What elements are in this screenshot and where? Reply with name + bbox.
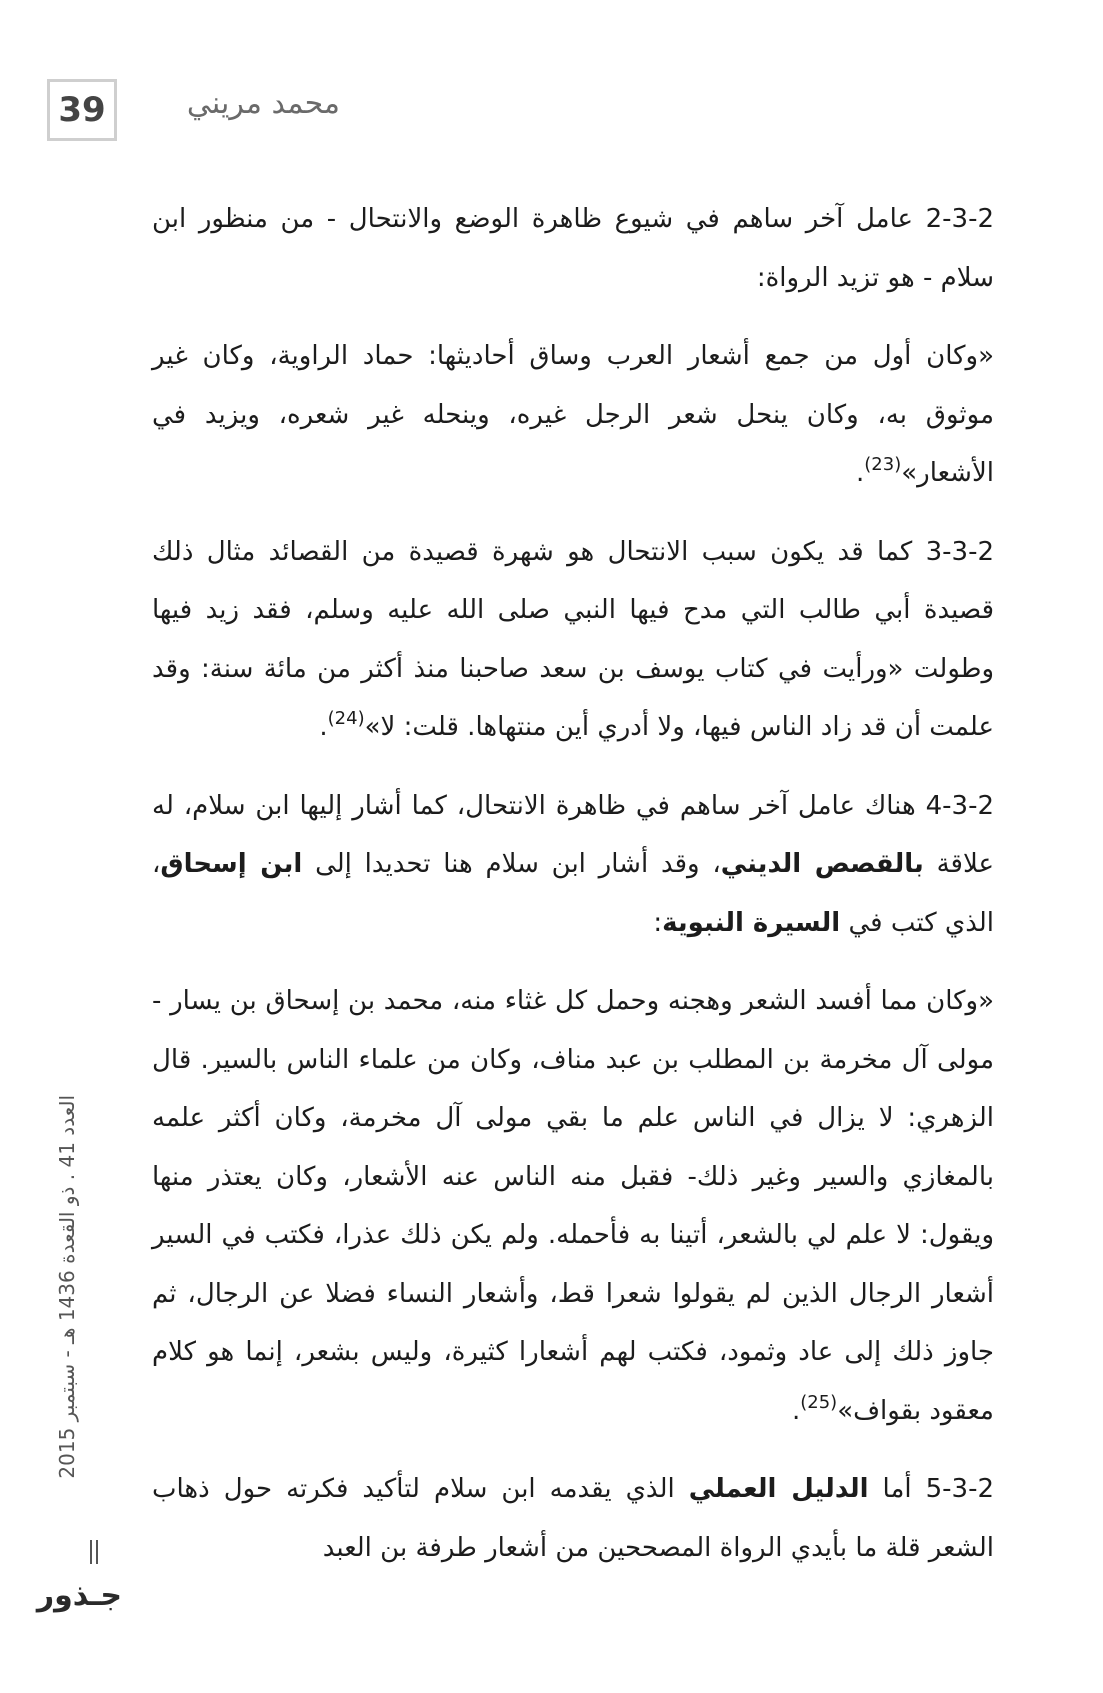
paragraph-text: ، الذي كتب في <box>152 849 994 938</box>
side-divider <box>90 1540 92 1564</box>
bold-term-ibn-ishaq: ابن إسحاق <box>160 849 303 879</box>
period: . <box>319 712 328 742</box>
paragraph-5-3-2 <box>152 1460 994 1577</box>
section-number: 2-3-2 <box>925 204 995 234</box>
paragraph-text: أما <box>882 1474 912 1504</box>
paragraph-text: الذي يقدمه ابن سلام لتأكيد فكرته حول ذهاب الشعر قلة ما بأيدي الرواة المصححين من أشعار طرفة بن العبد <box>152 1474 994 1563</box>
section-number: 3-3-2 <box>925 536 995 567</box>
paragraph-text: كما قد يكون سبب الانتحال هو شهرة قصيدة من القصائد مثال ذلك قصيدة أبي طالب التي مدح فيها النبي صلى الله عليه وسلم، فقد زيد فيها وطولت «ورأيت في كتاب يوسف بن سعد صاحبنا منذ أكثر من مائة سنة: وقد علمت أن قد زاد الناس فيها، ولا أدري أين منتهاها. قلت: لا» <box>152 536 994 742</box>
issue-info-vertical <box>51 1034 83 1540</box>
bold-term-religious-stories: بالقصص الديني <box>720 849 924 879</box>
quote-paragraph-ibn-ishaq <box>152 972 994 1440</box>
paragraph-2-3-2 <box>152 190 994 307</box>
paragraph-text: ، وقد أشار ابن سلام هنا تحديدا إلى <box>315 849 721 879</box>
paragraph-4-3-2 <box>152 777 994 953</box>
bold-term-prophetic-biography: السيرة النبوية <box>662 907 841 938</box>
paragraph-text: عامل آخر ساهم في شيوع ظاهرة الوضع والانتحال - من منظور ابن سلام - هو تزيد الرواة: <box>152 204 994 293</box>
period: . <box>791 1395 801 1426</box>
footnote-ref-25: (25) <box>800 1391 838 1413</box>
section-number: 5-3-2 <box>925 1474 995 1504</box>
footnote-ref-24: (24) <box>327 708 365 729</box>
journal-logo: جـذور <box>36 1578 122 1613</box>
page-number: 39 <box>47 79 117 141</box>
paragraph-text: هناك عامل آخر ساهم في ظاهرة الانتحال، كما أشار إليها ابن سلام، له علاقة <box>152 790 994 879</box>
quote-text: «وكان أول من جمع أشعار العرب وساق أحاديثها: حماد الراوية، وكان غير موثوق به، وكان ينحل شعر الرجل غيره، وينحله غير شعره، ويزيد في الأشعار» <box>152 341 994 488</box>
paragraph-3-3-2 <box>152 523 994 757</box>
issue-info-text: العدد 41 . ذو القعدة 1436 هـ - سبتمبر 2015 <box>55 1095 79 1479</box>
quote-paragraph-hammad <box>152 327 994 503</box>
running-header-author: محمد مريني <box>186 86 340 121</box>
side-divider <box>96 1540 98 1564</box>
bold-term-practical-evidence: الدليل العملي <box>688 1474 869 1504</box>
footnote-ref-23: (23) <box>864 454 902 475</box>
paragraph-text: : <box>653 907 663 938</box>
period: . <box>856 458 865 488</box>
section-number: 4-3-2 <box>925 790 994 821</box>
quote-text: «وكان مما أفسد الشعر وهجنه وحمل كل غثاء منه، محمد بن إسحاق بن يسار - مولى آل مخرمة بن المطلب بن عبد مناف، وكان من علماء الناس بالسير. قال الزهري: لا يزال في الناس علم ما بقي مولى آل مخرمة، وكان أكثر علمه بالمغازي والسير وغير ذلك- فقبل منه الناس عنه الأشعار، وكان يعتذر منها ويقول: لا علم لي بالشعر، أتينا به فأحمله. ولم يكن ذلك عذرا، فكتب في السير أشعار الرجال الذين لم يقولوا شعرا قط، وأشعار النساء فضلا عن الرجال، ثم جاوز ذلك إلى عاد وثمود، فكتب لهم أشعارا كثيرة، وليس بشعر، إنما هو كلام معقود بقواف» <box>152 986 994 1426</box>
article-body <box>152 190 994 1597</box>
